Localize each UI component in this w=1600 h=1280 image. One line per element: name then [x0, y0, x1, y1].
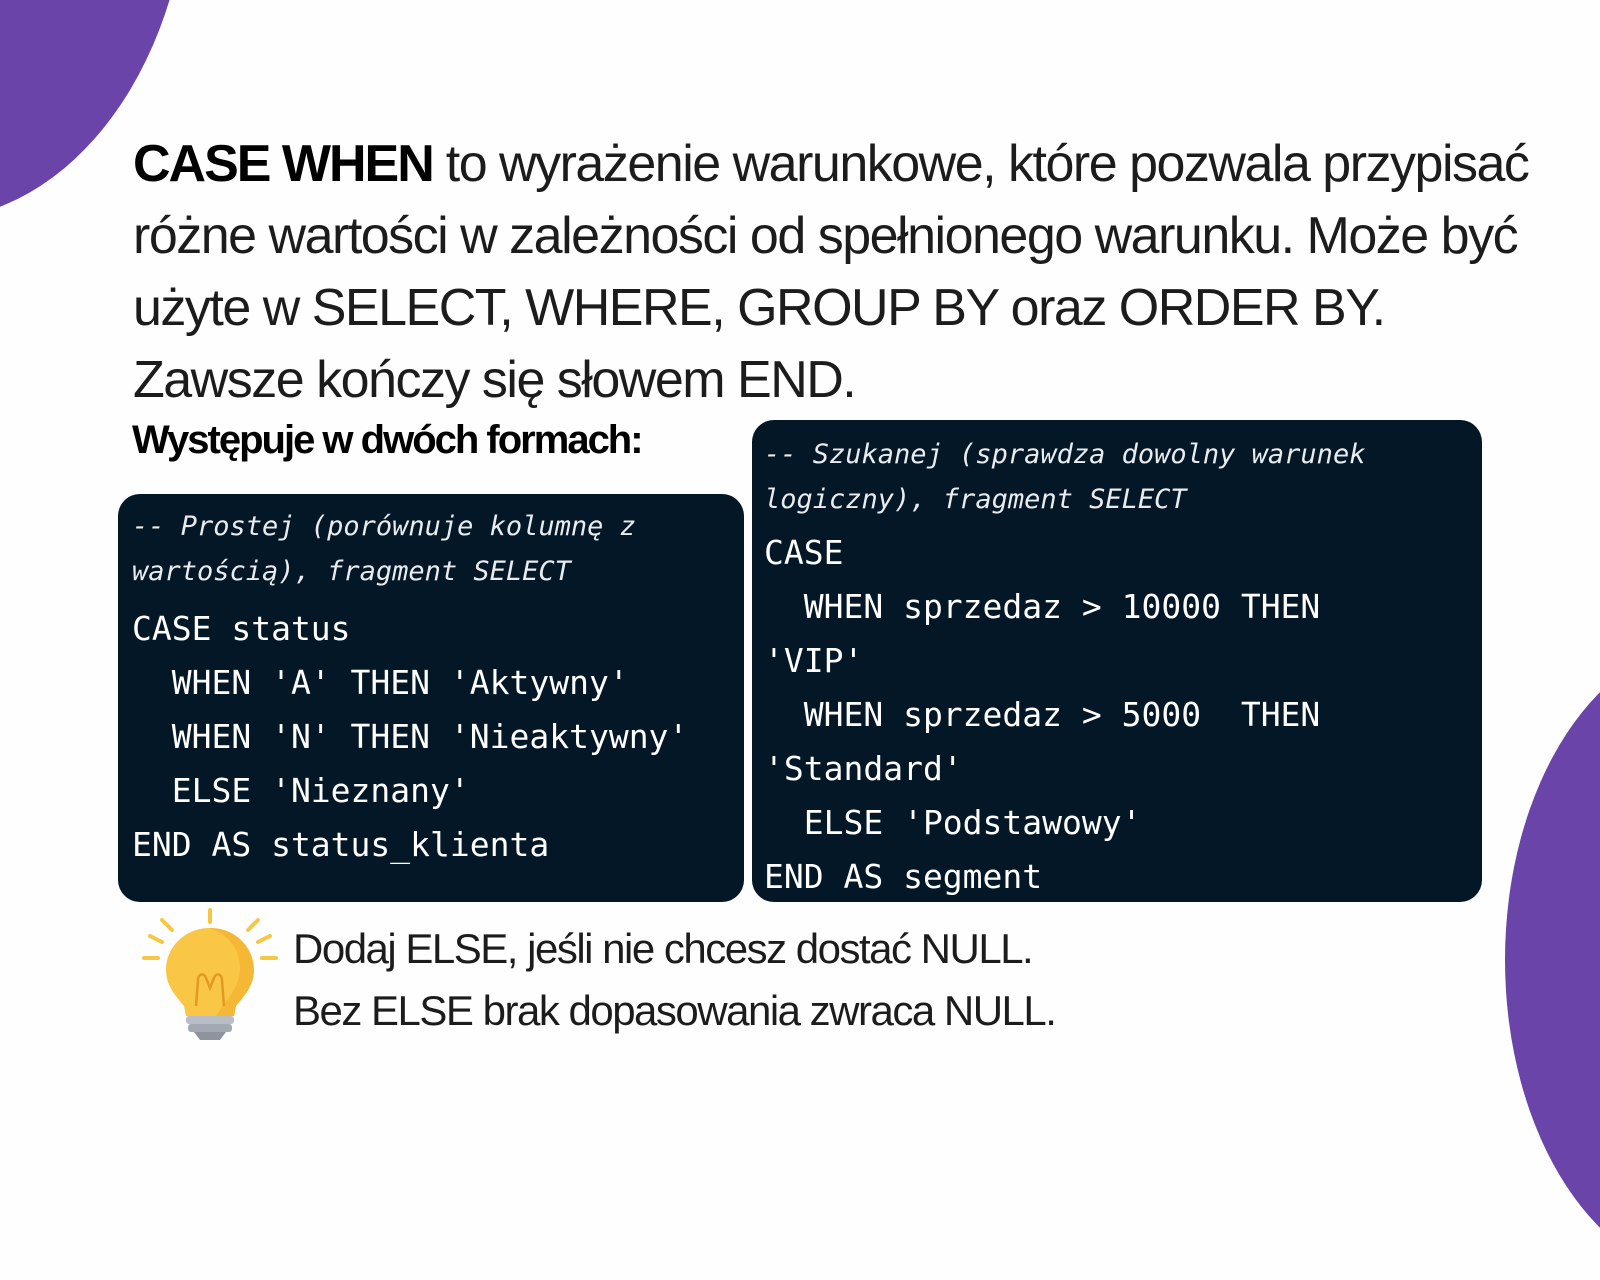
code-line: ELSE 'Nieznany' — [132, 771, 470, 810]
code-comment-line: logiczny), fragment SELECT — [764, 484, 1187, 515]
code-line: WHEN sprzedaz > 5000 THEN — [764, 695, 1321, 734]
tip-text — [293, 918, 1055, 1042]
code-line: END AS status_klienta — [132, 825, 550, 864]
intro-paragraph — [133, 128, 1533, 416]
code-comment-line: -- Prostej (porównuje kolumnę z — [132, 511, 636, 542]
intro-text: to wyrażenie warunkowe, które pozwala przypisać różne wartości w zależności od spełnionego warunku. Może być użyte w SELECT, WHERE, GROUP BY oraz ORDER BY. Zawsze kończy się słowem END. — [133, 135, 1529, 409]
code-line: CASE status — [132, 609, 351, 648]
simple-case-code-block — [118, 494, 744, 902]
searched-case-code-block — [752, 420, 1482, 902]
tip-line: Bez ELSE brak dopasowania zwraca NULL. — [293, 987, 1056, 1034]
tip-line: Dodaj ELSE, jeśli nie chcesz dostać NULL. — [293, 925, 1033, 972]
code-line: WHEN 'N' THEN 'Nieaktywny' — [132, 717, 689, 756]
forms-heading: Występuje w dwóch formach: — [132, 418, 642, 462]
code-line: END AS segment — [764, 857, 1043, 896]
code-comment-line: -- Szukanej (sprawdza dowolny warunek — [764, 439, 1366, 470]
code-line: 'Standard' — [764, 749, 963, 788]
decorative-blob-bottom-right — [1505, 640, 1600, 1280]
code-line: ELSE 'Podstawowy' — [764, 803, 1142, 842]
intro-bold-term: CASE WHEN — [133, 135, 433, 193]
lightbulb-icon — [140, 906, 280, 1042]
code-line: 'VIP' — [764, 641, 864, 680]
code-line: CASE — [764, 533, 844, 572]
code-comment-line: wartością), fragment SELECT — [132, 556, 571, 587]
code-line: WHEN 'A' THEN 'Aktywny' — [132, 663, 629, 702]
code-line: WHEN sprzedaz > 10000 THEN — [764, 587, 1321, 626]
